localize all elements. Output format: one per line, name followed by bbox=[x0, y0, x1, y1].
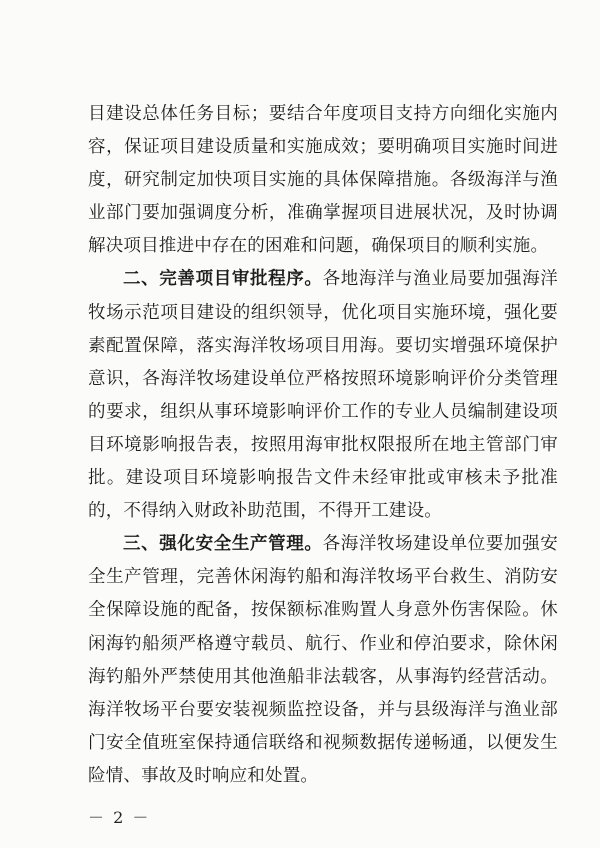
document-body bbox=[88, 98, 558, 793]
paragraph-continuation bbox=[88, 98, 558, 263]
page-number: － 2 － bbox=[88, 808, 151, 827]
paragraph-text: 目建设总体任务目标；要结合年度项目支持方向细化实施内容，保证项目建设质量和实施成效；要明确项目实施时间进度，研究制定加快项目实施的具体保障措施。各级海洋与渔业部门要加强调度分析，准确掌握项目进展状况，及时协调解决项目推进中存在的困难和问题，确保项目的顺利实施。 bbox=[88, 104, 558, 257]
paragraph-safety-management bbox=[88, 528, 558, 793]
paragraph-text: 各地海洋与渔业局要加强海洋牧场示范项目建设的组织领导，优化项目实施环境，强化要素配置保障，落实海洋牧场项目用海。要切实增强环境保护意识，各海洋牧场建设单位严格按照环境影响评价分类管理的要求，组织从事环境影响评价工作的专业人员编制建设项目环境影响报告表，按照用海审批权限报所在地主管部门审批。建设项目环境影响报告文件未经审批或审核未予批准的，不得纳入财政补助范围，不得开工建设。 bbox=[88, 269, 558, 522]
paragraph-approval-procedure bbox=[88, 263, 558, 528]
paragraph-text: 各海洋牧场建设单位要加强安全生产管理，完善休闲海钓船和海洋牧场平台救生、消防安全保障设施的配备，按保额标准购置人身意外伤害保险。休闲海钓船须严格遵守载员、航行、作业和停泊要求，除休闲海钓船外严禁使用其他渔船非法载客，从事海钓经营活动。海洋牧场平台要安装视频监控设备，并与县级海洋与渔业部门安全值班室保持通信联络和视频数据传递畅通，以便发生险情、事故及时响应和处置。 bbox=[88, 534, 558, 786]
section-heading: 二、完善项目审批程序。 bbox=[123, 269, 323, 290]
section-heading: 三、强化安全生产管理。 bbox=[123, 534, 323, 555]
